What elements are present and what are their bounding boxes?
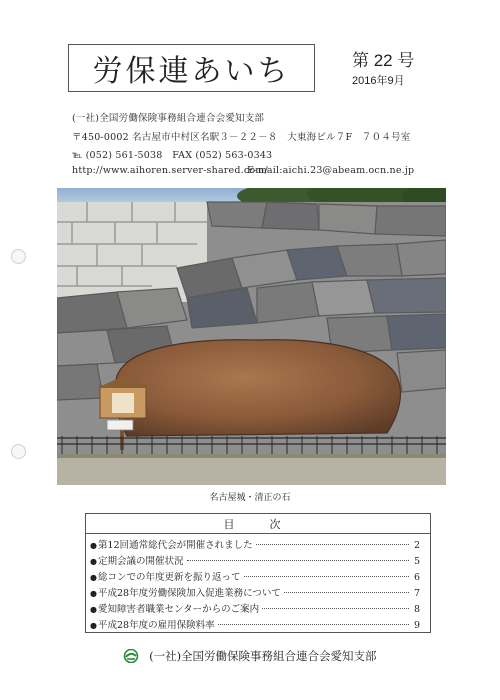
dot-leader bbox=[218, 624, 409, 625]
dot-leader bbox=[284, 592, 409, 593]
toc-item-title: 愛知障害者職業センターからのご案内 bbox=[97, 604, 260, 615]
toc-item-title: 平成28年度の雇用保険料率 bbox=[97, 620, 215, 631]
footer-organization-name: (一社)全国労働保険事務組合連合会愛知支部 bbox=[149, 649, 377, 663]
dot-leader bbox=[262, 608, 409, 609]
bullet-icon: ● bbox=[90, 605, 97, 614]
dot-leader bbox=[187, 560, 410, 561]
cover-photo bbox=[57, 188, 446, 485]
toc-item-page: 7 bbox=[413, 588, 420, 599]
toc-item[interactable] bbox=[90, 569, 420, 585]
phone-fax: ℡ (052) 561-5038 FAX (052) 563-0343 bbox=[72, 150, 273, 161]
toc-item-title: 第12回通常総代会が開催されました bbox=[97, 540, 253, 551]
dot-leader bbox=[256, 544, 409, 545]
bullet-icon: ● bbox=[90, 557, 97, 566]
table-of-contents bbox=[85, 513, 431, 633]
issue-number: 第 22 号 bbox=[352, 51, 415, 70]
organization-name: (一社)全国労働保険事務組合連合会愛知支部 bbox=[72, 113, 265, 124]
postal-address: 〒450-0002 名古屋市中村区名駅３－２２－８ 大東海ビル７F ７０４号室 bbox=[72, 132, 411, 143]
email-address[interactable]: E-mail:aichi.23@abeam.ocn.ne.jp bbox=[247, 165, 415, 176]
bullet-icon: ● bbox=[90, 621, 97, 630]
toc-divider bbox=[86, 533, 430, 534]
newsletter-title: 労保連あいち bbox=[68, 44, 315, 92]
organization-logo-icon bbox=[123, 649, 139, 666]
issue-date: 2016年9月 bbox=[352, 75, 405, 87]
toc-item-title: 定期会議の開催状況 bbox=[97, 556, 184, 567]
toc-item[interactable] bbox=[90, 553, 420, 569]
bullet-icon: ● bbox=[90, 573, 97, 582]
dot-leader bbox=[244, 576, 410, 577]
stone-wall-photo bbox=[57, 188, 446, 485]
bullet-icon: ● bbox=[90, 541, 97, 550]
photo-caption: 名古屋城・清正の石 bbox=[209, 492, 291, 502]
website-url[interactable]: http://www.aihoren.server-shared.com/ bbox=[72, 165, 268, 176]
toc-item[interactable] bbox=[90, 617, 420, 633]
toc-item-page: 5 bbox=[413, 556, 420, 567]
binding-hole bbox=[11, 444, 26, 459]
toc-item-page: 9 bbox=[413, 620, 420, 631]
toc-item-title: 総コンでの年度更新を振り返って bbox=[97, 572, 241, 583]
toc-title: 目 次 bbox=[223, 518, 293, 531]
toc-item-page: 8 bbox=[413, 604, 420, 615]
toc-item-page: 6 bbox=[413, 572, 420, 583]
bullet-icon: ● bbox=[90, 589, 97, 598]
toc-item[interactable] bbox=[90, 537, 420, 553]
toc-item-page: 2 bbox=[413, 540, 420, 551]
binding-hole bbox=[11, 249, 26, 264]
toc-item-title: 平成28年度労働保険加入促進業務について bbox=[97, 588, 281, 599]
toc-list bbox=[90, 537, 420, 633]
toc-item[interactable] bbox=[90, 585, 420, 601]
footer bbox=[0, 648, 500, 666]
contact-line bbox=[72, 165, 415, 176]
toc-item[interactable] bbox=[90, 601, 420, 617]
